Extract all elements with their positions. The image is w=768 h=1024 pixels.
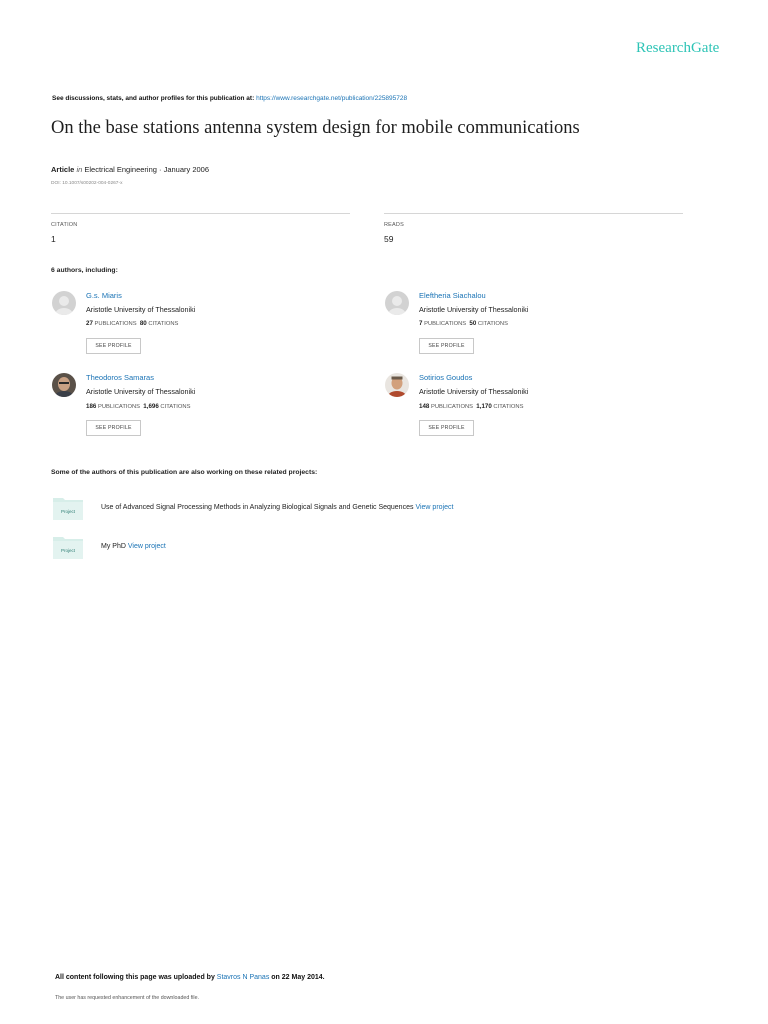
citation-label: CITATION bbox=[51, 222, 78, 228]
divider-right bbox=[384, 213, 683, 214]
article-type: Article bbox=[51, 165, 75, 174]
citations-count: 1,696 bbox=[143, 403, 159, 410]
author-name[interactable]: Theodoros Samaras bbox=[86, 373, 154, 382]
project-title-line bbox=[101, 504, 453, 511]
project-title: Use of Advanced Signal Processing Methods in Analyzing Biological Signals and Genetic Sequences bbox=[101, 504, 414, 511]
see-profile-button[interactable]: SEE PROFILE bbox=[86, 338, 141, 354]
citations-label: CITATIONS bbox=[493, 404, 524, 410]
researchgate-logo[interactable]: ResearchGate bbox=[636, 40, 720, 56]
view-project-link[interactable]: View project bbox=[127, 543, 166, 550]
publications-count: 148 bbox=[419, 403, 430, 410]
reads-label: READS bbox=[384, 222, 404, 228]
author-affiliation: Aristotle University of Thessaloniki bbox=[419, 387, 529, 396]
enhancement-note: The user has requested enhancement of the downloaded file. bbox=[55, 995, 199, 1001]
author-stats bbox=[419, 320, 508, 327]
publication-url[interactable]: https://www.researchgate.net/publication/225895728 bbox=[256, 95, 408, 102]
upload-prefix: All content following this page was uploaded by bbox=[55, 974, 215, 981]
avatar-photo-icon[interactable] bbox=[385, 373, 409, 397]
doi: DOI: 10.1007/s00202-004-0267-x bbox=[51, 181, 123, 186]
avatar-placeholder-icon[interactable] bbox=[385, 291, 409, 315]
author-affiliation: Aristotle University of Thessaloniki bbox=[419, 305, 529, 314]
publications-label: PUBLICATIONS bbox=[424, 321, 467, 327]
authors-heading: 6 authors, including: bbox=[51, 267, 118, 274]
project-folder-label: Project bbox=[60, 548, 76, 553]
view-project-link[interactable]: View project bbox=[415, 504, 454, 511]
project-title: My PhD bbox=[101, 543, 126, 550]
see-profile-button[interactable]: SEE PROFILE bbox=[419, 338, 474, 354]
author-affiliation: Aristotle University of Thessaloniki bbox=[86, 305, 196, 314]
avatar-placeholder-icon[interactable] bbox=[52, 291, 76, 315]
publication-title: On the base stations antenna system design for mobile communications bbox=[51, 118, 580, 138]
author-name[interactable]: Eleftheria Siachalou bbox=[419, 291, 486, 300]
publications-label: PUBLICATIONS bbox=[97, 404, 141, 410]
author-stats bbox=[419, 403, 523, 410]
publications-count: 27 bbox=[86, 320, 93, 327]
article-in: in bbox=[76, 165, 83, 174]
reads-value: 59 bbox=[384, 234, 394, 244]
citations-label: CITATIONS bbox=[160, 404, 191, 410]
project-folder-label: Project bbox=[60, 509, 76, 514]
divider-left bbox=[51, 213, 350, 214]
author-name[interactable]: Sotirios Goudos bbox=[419, 373, 473, 382]
author-stats bbox=[86, 320, 178, 327]
related-projects-heading: Some of the authors of this publication are also working on these related projects: bbox=[51, 469, 318, 476]
see-profile-button[interactable]: SEE PROFILE bbox=[86, 420, 141, 436]
journal-info: Electrical Engineering · January 2006 bbox=[84, 165, 210, 174]
publications-label: PUBLICATIONS bbox=[94, 321, 137, 327]
author-name[interactable]: G.s. Miaris bbox=[86, 291, 122, 300]
citation-value: 1 bbox=[51, 234, 56, 244]
see-profile-button[interactable]: SEE PROFILE bbox=[419, 420, 474, 436]
upload-notice bbox=[55, 974, 325, 981]
citations-count: 50 bbox=[469, 320, 477, 327]
publications-label: PUBLICATIONS bbox=[430, 404, 474, 410]
citations-count: 80 bbox=[139, 320, 147, 327]
discussion-text: See discussions, stats, and author profiles for this publication at: bbox=[52, 95, 255, 102]
author-affiliation: Aristotle University of Thessaloniki bbox=[86, 387, 196, 396]
avatar-photo-icon[interactable] bbox=[52, 373, 76, 397]
uploader-link[interactable]: Stavros N Panas bbox=[216, 974, 270, 981]
citations-label: CITATIONS bbox=[148, 321, 179, 327]
citations-label: CITATIONS bbox=[477, 321, 508, 327]
project-folder-icon bbox=[53, 496, 83, 520]
citations-count: 1,170 bbox=[476, 403, 492, 410]
project-folder-icon bbox=[53, 535, 83, 559]
publications-count: 186 bbox=[86, 403, 97, 410]
article-meta bbox=[51, 165, 209, 174]
author-stats bbox=[86, 403, 190, 410]
publications-count: 7 bbox=[419, 320, 423, 327]
discussion-notice bbox=[52, 95, 407, 102]
upload-suffix: on 22 May 2014. bbox=[271, 974, 325, 981]
project-title-line bbox=[101, 543, 166, 550]
